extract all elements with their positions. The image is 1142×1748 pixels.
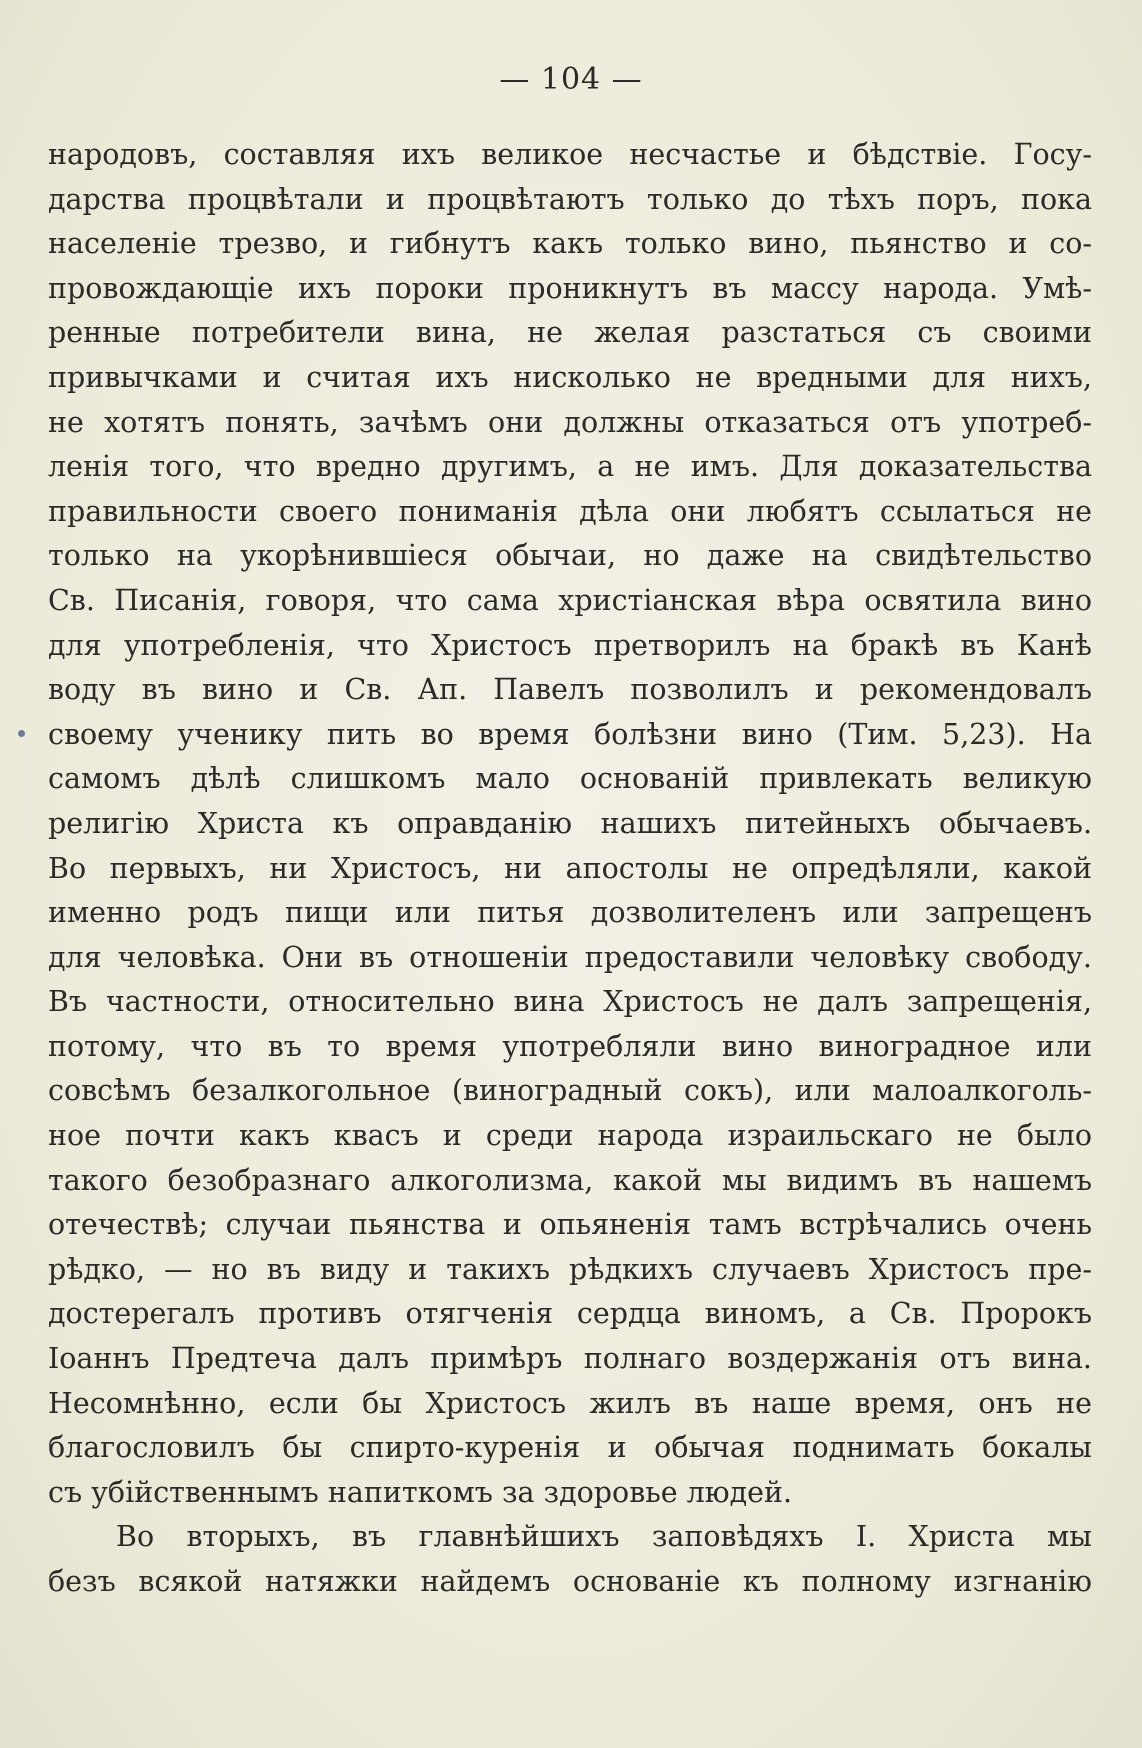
- text-line: провождающіе ихъ пороки проникнутъ въ массу народа. Умѣ-: [48, 271, 1092, 305]
- text-line: правильности своего пониманія дѣла они любятъ ссылаться не: [48, 494, 1092, 528]
- text-line: привычками и считая ихъ нисколько не вредными для нихъ,: [48, 360, 1092, 394]
- text-line: благословилъ бы спирто-куренія и обычая поднимать бокалы: [48, 1431, 1092, 1465]
- text-line: Въ частности, относительно вина Христосъ не далъ запрещенія,: [48, 985, 1092, 1019]
- text-line: ленія того, что вредно другимъ, а не имъ. Для доказательства: [48, 450, 1092, 484]
- text-line: для человѣка. Они въ отношеніи предоставили человѣку свободу.: [48, 940, 1092, 974]
- text-line: населеніе трезво, и гибнутъ какъ только вино, пьянство и со-: [48, 227, 1092, 261]
- text-line: совсѣмъ безалкогольное (виноградный сокъ), или малоалкоголь-: [48, 1074, 1092, 1108]
- text-line: такого безобразнаго алкоголизма, какой мы видимъ въ нашемъ: [48, 1163, 1092, 1197]
- page-number: — 104 —: [499, 62, 643, 97]
- text-line: только на укорѣнившіеся обычаи, но даже на свидѣтельство: [48, 539, 1092, 573]
- text-line: народовъ, составляя ихъ великое несчастье и бѣдствіе. Госу-: [48, 138, 1092, 171]
- text-line: потому, что въ то время употребляли вино виноградное или: [48, 1029, 1092, 1063]
- text-line: Іоаннъ Предтеча далъ примѣръ полнаго воздержанія отъ вина.: [48, 1342, 1092, 1376]
- text-line: съ убійственнымъ напиткомъ за здоровье людей.: [48, 1475, 793, 1509]
- text-line: рѣдко, — но въ виду и такихъ рѣдкихъ случаевъ Христосъ пре-: [48, 1252, 1092, 1286]
- paragraph-1: [48, 133, 1092, 1515]
- text-line: дарства процвѣтали и процвѣтаютъ только до тѣхъ поръ, пока: [48, 182, 1092, 216]
- text-line: своему ученику пить во время болѣзни вино (Тим. 5,23). На: [48, 717, 1092, 751]
- text-line: Во первыхъ, ни Христосъ, ни апостолы не опредѣляли, какой: [48, 851, 1092, 885]
- text-line: достерегалъ противъ отягченія сердца виномъ, а Св. Пророкъ: [48, 1297, 1092, 1331]
- text-line: Во вторыхъ, въ главнѣйшихъ заповѣдяхъ І. Христа мы: [116, 1520, 1092, 1554]
- paragraph-2: [48, 1515, 1092, 1604]
- text-line: не хотятъ понять, зачѣмъ они должны отказаться отъ употреб-: [48, 405, 1092, 439]
- margin-dot-mark: [18, 730, 25, 737]
- text-line: отечествѣ; случаи пьянства и опьяненія тамъ встрѣчались очень: [48, 1208, 1092, 1242]
- body-text: [48, 133, 1092, 1605]
- text-line: ное почти какъ квасъ и среди народа израильскаго не было: [48, 1119, 1092, 1153]
- text-line: самомъ дѣлѣ слишкомъ мало основаній привлекать великую: [48, 762, 1092, 796]
- text-line: воду въ вино и Св. Ап. Павелъ позволилъ и рекомендовалъ: [48, 673, 1092, 707]
- text-line: для употребленія, что Христосъ претворилъ на бракѣ въ Канѣ: [48, 628, 1092, 662]
- text-line: ренные потребители вина, не желая разстаться съ своими: [48, 316, 1092, 350]
- text-line: безъ всякой натяжки найдемъ основаніе къ полному изгнанію: [48, 1565, 1092, 1598]
- text-line: именно родъ пищи или питья дозволителенъ или запрещенъ: [48, 896, 1092, 930]
- text-line: религію Христа къ оправданію нашихъ питейныхъ обычаевъ.: [48, 806, 1092, 840]
- text-line: Несомнѣнно, если бы Христосъ жилъ въ наше время, онъ не: [48, 1386, 1092, 1420]
- text-line: Св. Писанія, говоря, что сама христіанская вѣра освятила вино: [48, 583, 1092, 617]
